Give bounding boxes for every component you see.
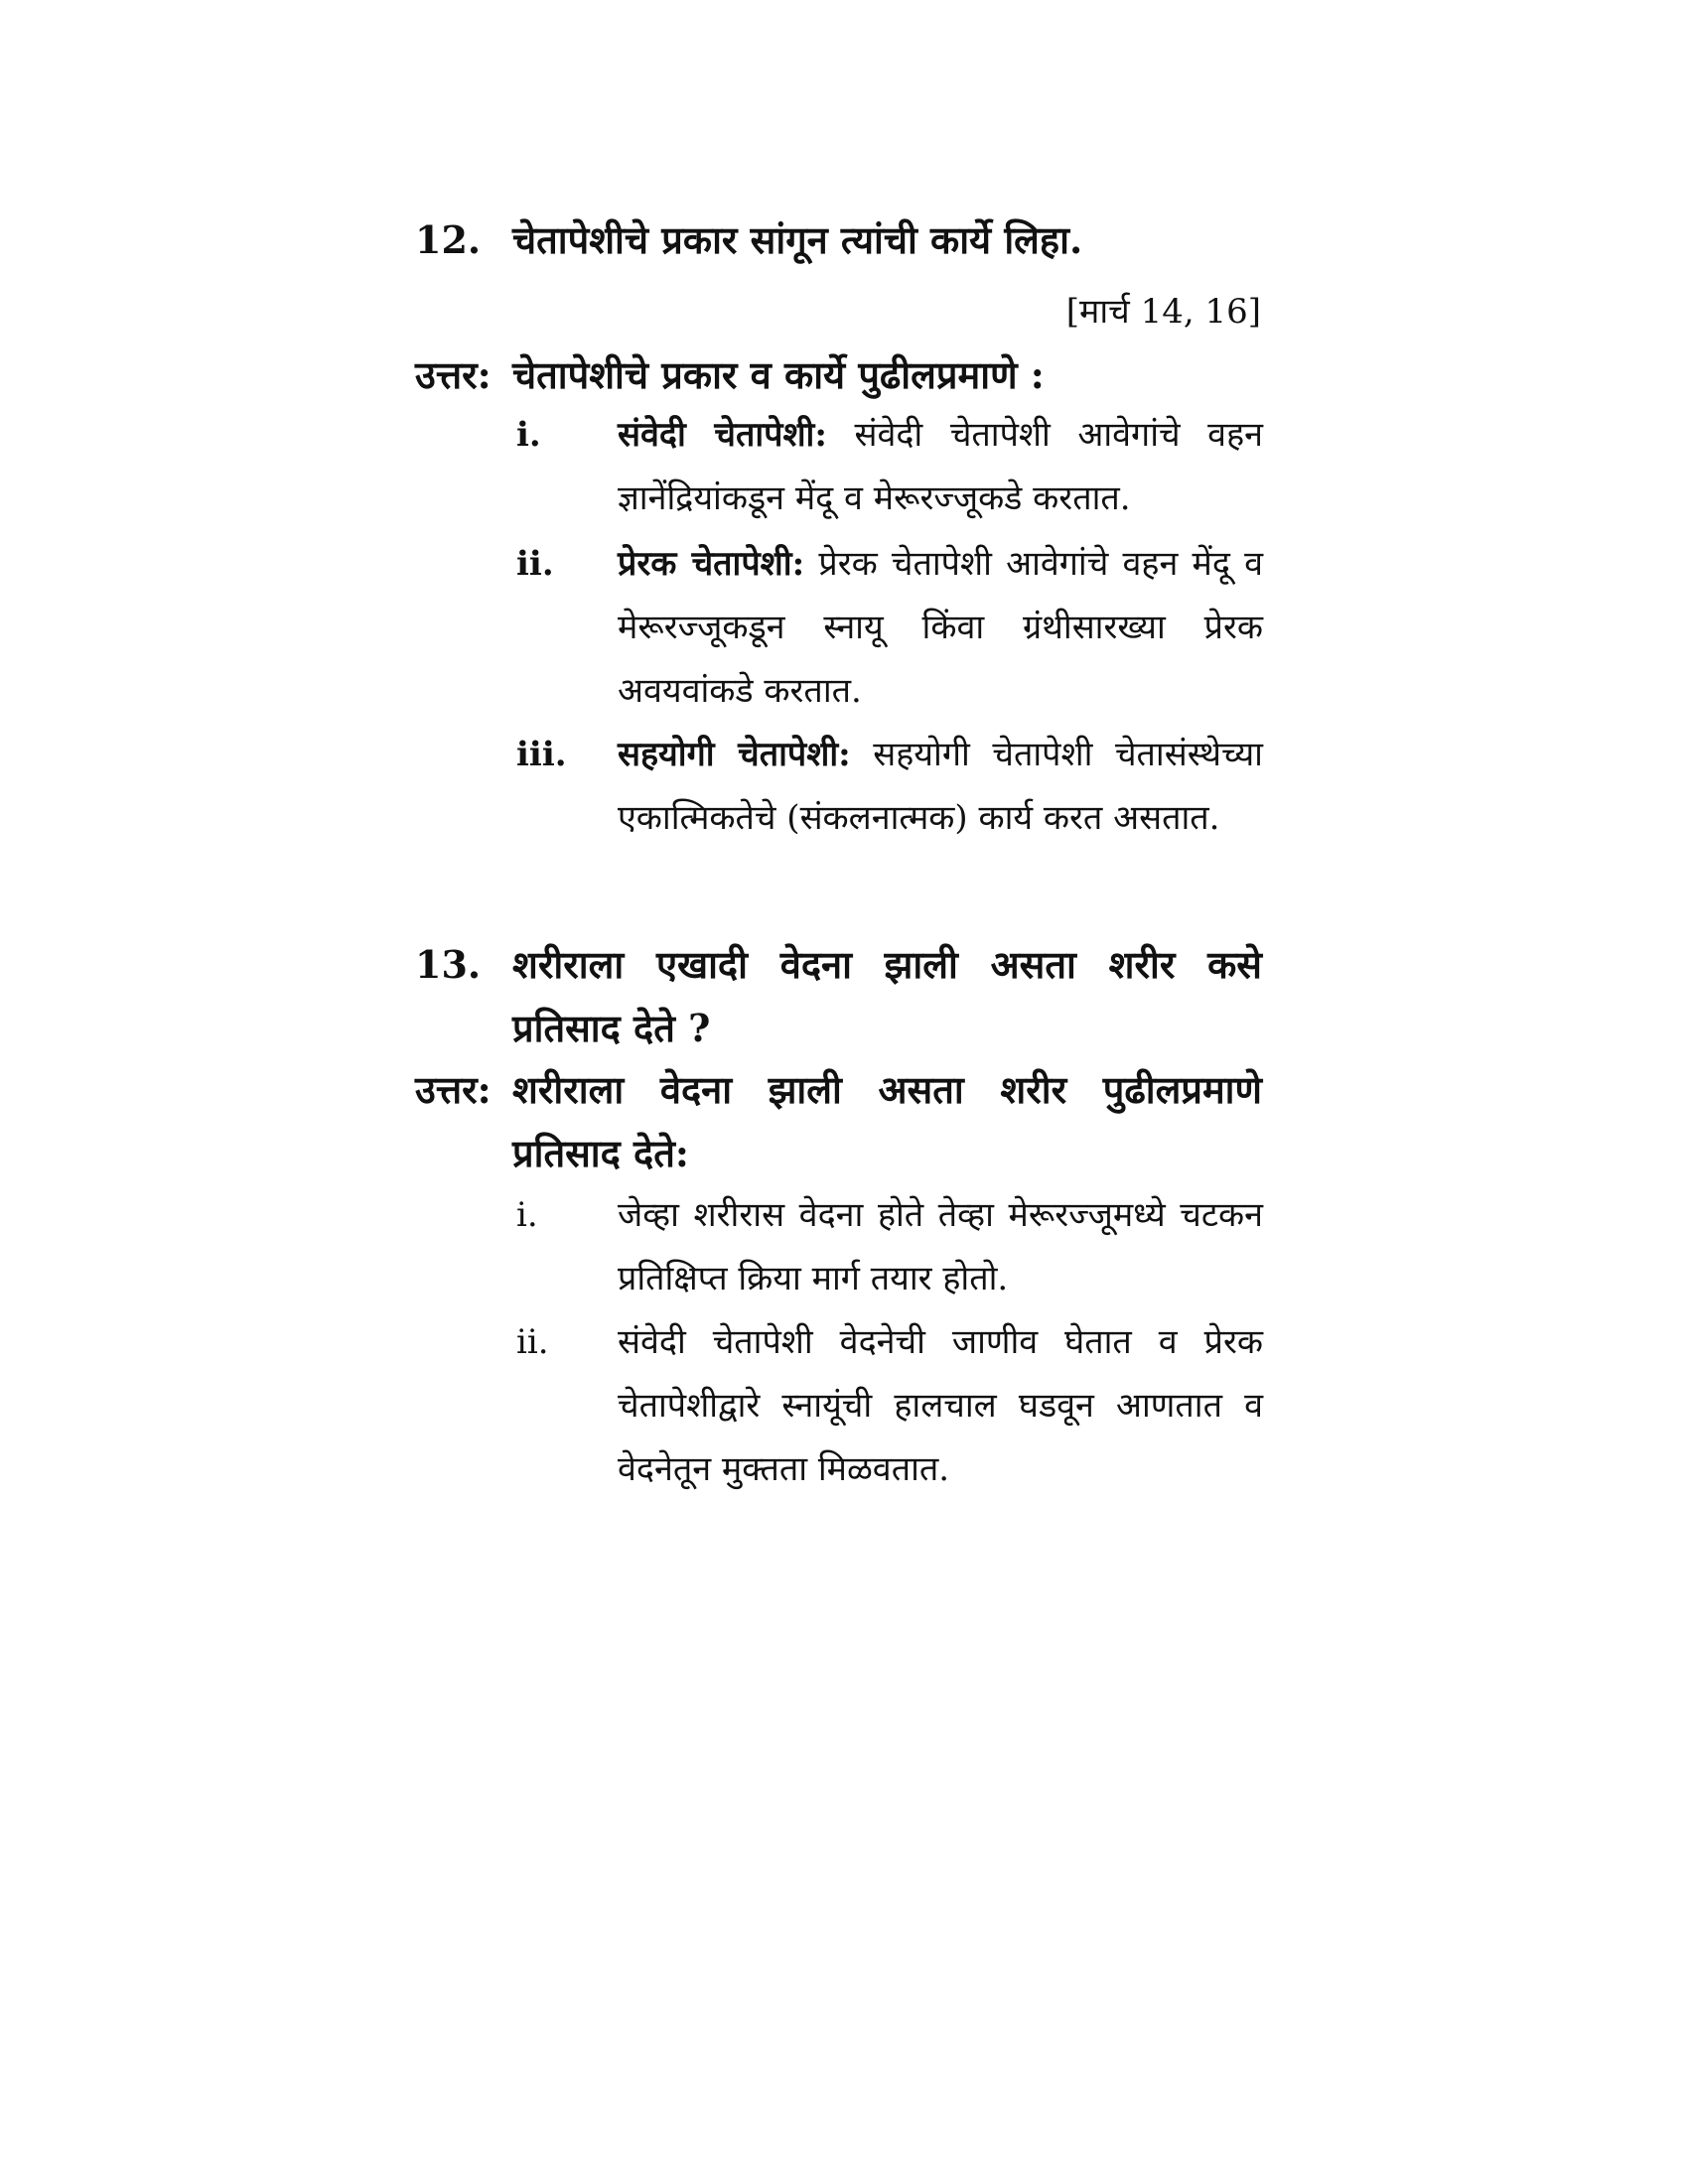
answer-12-item-1 bbox=[618, 403, 1263, 530]
answer-13-intro: शरीराला वेदना झाली असता शरीर पुढीलप्रमाणे प्रतिसाद देते: bbox=[512, 1067, 1262, 1175]
answer-13-item-1-text: जेव्हा शरीरास वेदना होते तेव्हा मेरूरज्जूमध्ये चटकन प्रतिक्षिप्त क्रिया मार्ग तयार होतो. bbox=[618, 1195, 1263, 1298]
answer-12-item-3-marker: iii. bbox=[516, 735, 567, 774]
question-12-text: चेतापेशीचे प्रकार सांगून त्यांची कार्ये लिहा. bbox=[512, 217, 1083, 262]
answer-13-item-2-text: संवेदी चेतापेशी वेदनेची जाणीव घेतात व प्रेरक चेतापेशीद्वारे स्नायूंची हालचाल घडवून आणतात व वेदनेतून मुक्तता मिळवतात. bbox=[618, 1322, 1263, 1489]
answer-13-label: उत्तर: bbox=[415, 1067, 492, 1112]
question-12-number: 12. bbox=[415, 217, 482, 262]
answer-13-item-1-marker: i. bbox=[516, 1195, 538, 1235]
answer-12-item-2-term: प्रेरक चेतापेशी: bbox=[618, 544, 805, 584]
answer-12-label: उत्तर: bbox=[415, 352, 492, 397]
answer-12-item-1-marker: i. bbox=[516, 415, 541, 455]
question-12-reference: [मार्च 14, 16] bbox=[1065, 292, 1261, 332]
answer-12-item-3-text: सहयोगी चेतापेशी चेतासंस्थेच्या एकात्मिकतेचे (संकलनात्मक) कार्य करत असतात. bbox=[618, 735, 1263, 838]
answer-12-item-3 bbox=[618, 723, 1263, 850]
question-13-number: 13. bbox=[415, 942, 482, 987]
answer-12-item-3-term: सहयोगी चेतापेशी: bbox=[618, 735, 851, 774]
answer-12-item-2-marker: ii. bbox=[516, 544, 554, 584]
answer-12-item-2 bbox=[618, 532, 1263, 723]
question-13-text: शरीराला एखादी वेदना झाली असता शरीर कसे प्रतिसाद देते ? bbox=[512, 942, 1262, 1050]
answer-12-intro: चेतापेशीचे प्रकार व कार्ये पुढीलप्रमाणे : bbox=[512, 352, 1045, 397]
answer-12-item-1-text: संवेदी चेतापेशी आवेगांचे वहन ज्ञानेंद्रियांकडून मेंदू व मेरूरज्जूकडे करतात. bbox=[618, 415, 1263, 518]
answer-12-item-1-term: संवेदी चेतापेशी: bbox=[618, 415, 827, 455]
answer-12-item-2-text: प्रेरक चेतापेशी आवेगांचे वहन मेंदू व मेरूरज्जूकडून स्नायू किंवा ग्रंथीसारख्या प्रेरक अवयवांकडे करतात. bbox=[618, 544, 1264, 711]
answer-13-item-2-marker: ii. bbox=[516, 1322, 549, 1362]
